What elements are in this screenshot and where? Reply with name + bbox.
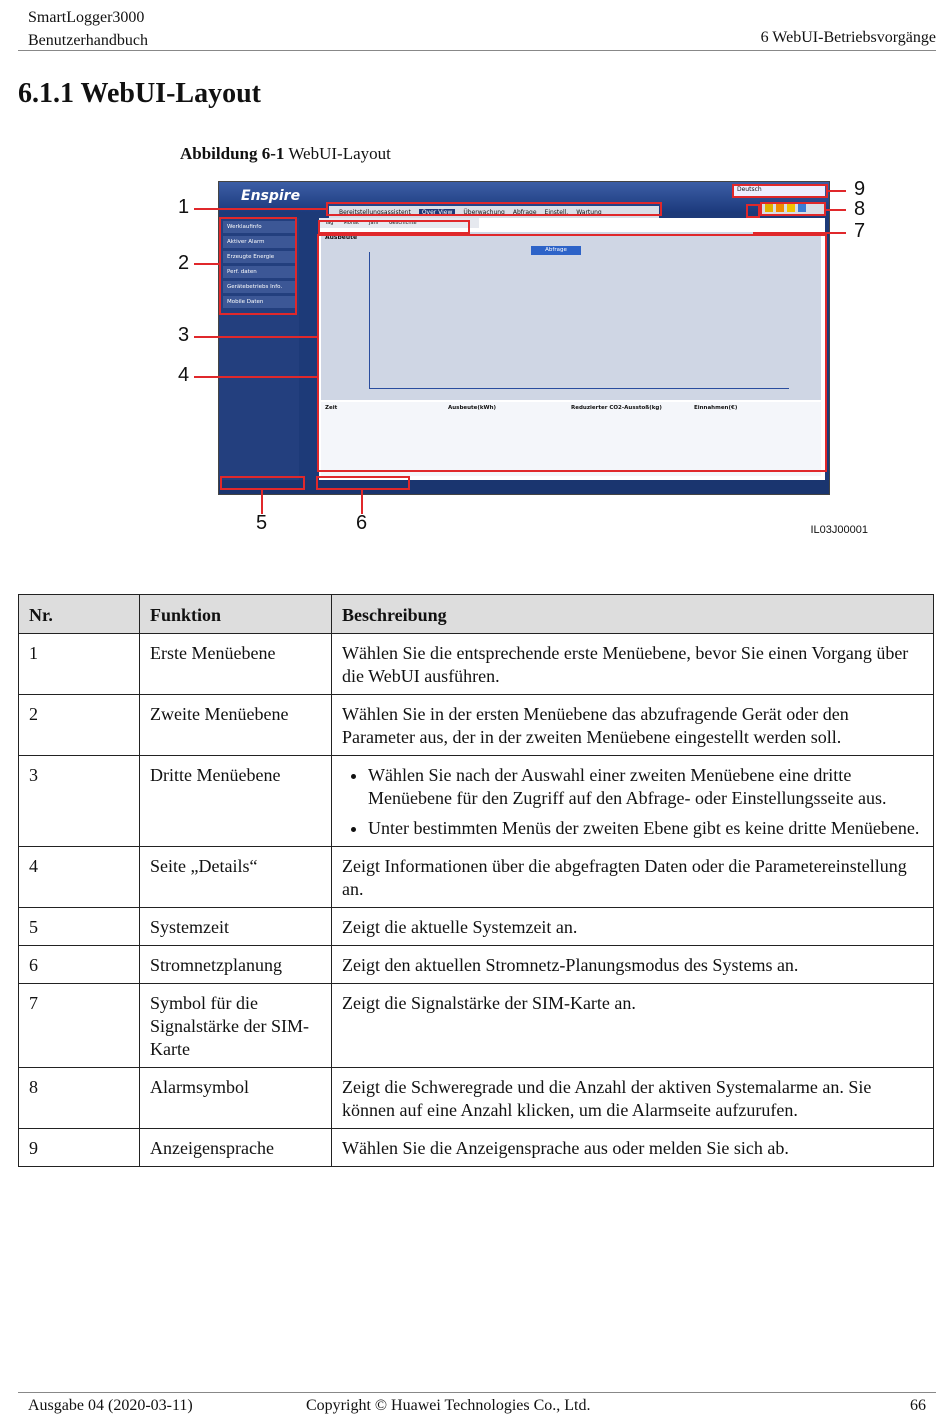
cell-description: Wählen Sie die entsprechende erste Menüebene, bevor Sie einen Vorgang über die WebUI ausführen. — [332, 634, 934, 695]
chapter-name: 6 WebUI-Betriebsvorgänge — [760, 29, 936, 46]
cell-function: Erste Menüebene — [140, 634, 332, 695]
cell-description: Zeigt den aktuellen Stromnetz-Planungsmodus des Systems an. — [332, 946, 934, 984]
callout-4: 4 — [178, 364, 190, 386]
cell-description: Wählen Sie die Anzeigensprache aus oder melden Sie sich ab. — [332, 1129, 934, 1167]
bullet-list — [342, 764, 923, 840]
cell-description: Wählen Sie in der ersten Menüebene das abzufragende Gerät oder den Parameter aus, der in der zweiten Menüebene eingestellt werden soll. — [332, 695, 934, 756]
manual-name: Benutzerhandbuch — [28, 32, 148, 49]
webui-layout-figure — [170, 176, 870, 546]
side-item: Werklaufinfo — [223, 221, 295, 233]
leader-5 — [261, 490, 263, 514]
cell-function: Anzeigensprache — [140, 1129, 332, 1167]
figure-caption-text: WebUI-Layout — [288, 144, 391, 163]
leader-1 — [194, 208, 326, 210]
callout-5: 5 — [256, 512, 268, 534]
col-header-function: Funktion — [140, 595, 332, 634]
bullet-item: • Unter bestimmten Menüs der zweiten Ebene gibt es keine dritte Menüebene. — [368, 817, 923, 840]
header-rule — [18, 50, 936, 51]
highlight-system-time — [220, 476, 305, 490]
col-header-nr: Nr. — [19, 595, 140, 634]
table-row — [19, 847, 934, 908]
col-header: Ausbeute(kWh) — [448, 405, 497, 411]
callout-8: 8 — [854, 198, 866, 220]
cell-nr: 8 — [19, 1068, 140, 1129]
highlight-language — [732, 184, 828, 198]
callout-2: 2 — [178, 252, 190, 274]
col-header: Einnahmen(€) — [694, 405, 738, 411]
cell-nr: 4 — [19, 847, 140, 908]
highlight-first-menu — [326, 202, 662, 216]
highlight-third-menu — [318, 220, 470, 234]
menu-item: Abfrage — [512, 208, 537, 216]
side-item: Gerätebetriebs Info. — [223, 281, 295, 293]
leader-4 — [194, 376, 318, 378]
callout-1: 1 — [178, 196, 190, 218]
cell-nr: 7 — [19, 984, 140, 1068]
language-select: Deutsch — [733, 186, 825, 197]
layout-description-table — [18, 594, 934, 1167]
cell-function: Systemzeit — [140, 908, 332, 946]
leader-8 — [826, 209, 846, 211]
table-row — [19, 756, 934, 847]
table-row — [19, 695, 934, 756]
cell-function: Dritte Menüebene — [140, 756, 332, 847]
cell-nr: 9 — [19, 1129, 140, 1167]
col-header-description: Beschreibung — [332, 595, 934, 634]
cell-nr: 3 — [19, 756, 140, 847]
product-name: SmartLogger3000 — [28, 9, 145, 26]
cell-nr: 6 — [19, 946, 140, 984]
cell-description: Zeigt die Schweregrade und die Anzahl der aktiven Systemalarme an. Sie können auf eine Anzahl klicken, um die Alarmseite aufzurufen. — [332, 1068, 934, 1129]
table-row — [19, 1129, 934, 1167]
highlight-second-menu — [219, 217, 297, 315]
cell-description — [332, 756, 934, 847]
table-header-row — [19, 595, 934, 634]
cell-nr: 1 — [19, 634, 140, 695]
tab-item: Geschichte — [388, 220, 417, 226]
table-row — [19, 908, 934, 946]
cell-function: Symbol für die Signalstärke der SIM-Karte — [140, 984, 332, 1068]
cell-function: Zweite Menüebene — [140, 695, 332, 756]
tab-item: Monat — [343, 220, 360, 226]
leader-9 — [828, 190, 846, 192]
table-row — [19, 1068, 934, 1129]
side-item: Erzeugte Energie — [223, 251, 295, 263]
leader-7 — [753, 232, 846, 234]
cell-nr: 2 — [19, 695, 140, 756]
cell-nr: 5 — [19, 908, 140, 946]
footer-page-number: 66 — [910, 1397, 926, 1414]
menu-item: Überwachung — [463, 208, 505, 216]
bullet-item: • Wählen Sie nach der Auswahl einer zweiten Menüebene eine dritte Menüebene für den Zugriff auf den Abfrage- oder Einstellungsseite aus. — [368, 764, 923, 810]
cell-function: Alarmsymbol — [140, 1068, 332, 1129]
highlight-sim-signal — [746, 204, 760, 218]
col-header: Reduzierter CO2-Ausstoß(kg) — [571, 405, 662, 411]
side-item: Mobile Daten — [223, 296, 295, 308]
cell-description: Zeigt Informationen über die abgefragten Daten oder die Parametereinstellung an. — [332, 847, 934, 908]
table-row — [19, 634, 934, 695]
side-item: Perf. daten — [223, 266, 295, 278]
footer-rule — [18, 1392, 936, 1393]
figure-caption-label: Abbildung 6-1 — [180, 144, 285, 163]
figure-id: IL03J00001 — [810, 524, 868, 536]
cell-function: Seite „Details“ — [140, 847, 332, 908]
cell-description: Zeigt die Signalstärke der SIM-Karte an. — [332, 984, 934, 1068]
leader-2 — [194, 263, 220, 265]
leader-3 — [194, 336, 318, 338]
highlight-grid-scheduling — [316, 476, 410, 490]
footer-copyright: Copyright © Huawei Technologies Co., Ltd. — [306, 1397, 591, 1414]
tab-item: Tag — [325, 220, 334, 226]
figure-caption — [180, 144, 391, 164]
footer-edition: Ausgabe 04 (2020-03-11) — [28, 1397, 193, 1414]
menu-item: Over View — [419, 209, 456, 216]
callout-6: 6 — [356, 512, 368, 534]
menu-item: Bereitstellungsassistent — [339, 208, 411, 216]
status-bar — [219, 480, 829, 494]
col-header: Zeit — [325, 405, 338, 411]
callout-3: 3 — [178, 324, 190, 346]
menu-item: Einstell. — [544, 208, 569, 216]
tab-item: Jahr — [369, 220, 379, 226]
table-row — [19, 984, 934, 1068]
highlight-alarms — [760, 202, 826, 216]
panel-title: Ausbeute — [325, 234, 358, 241]
section-title: 6.1.1 WebUI-Layout — [18, 78, 261, 109]
side-item: Aktiver Alarm — [223, 236, 295, 248]
leader-6 — [361, 490, 363, 514]
cell-description: Zeigt die aktuelle Systemzeit an. — [332, 908, 934, 946]
highlight-details-page — [317, 234, 827, 472]
table-row — [19, 946, 934, 984]
running-header-left — [28, 6, 148, 52]
callout-9: 9 — [854, 178, 866, 200]
cell-function: Stromnetzplanung — [140, 946, 332, 984]
query-button: Abfrage — [531, 246, 581, 255]
menu-item: Wartung — [576, 208, 602, 216]
brand-logo: Enspire — [241, 188, 301, 204]
callout-7: 7 — [854, 220, 866, 242]
